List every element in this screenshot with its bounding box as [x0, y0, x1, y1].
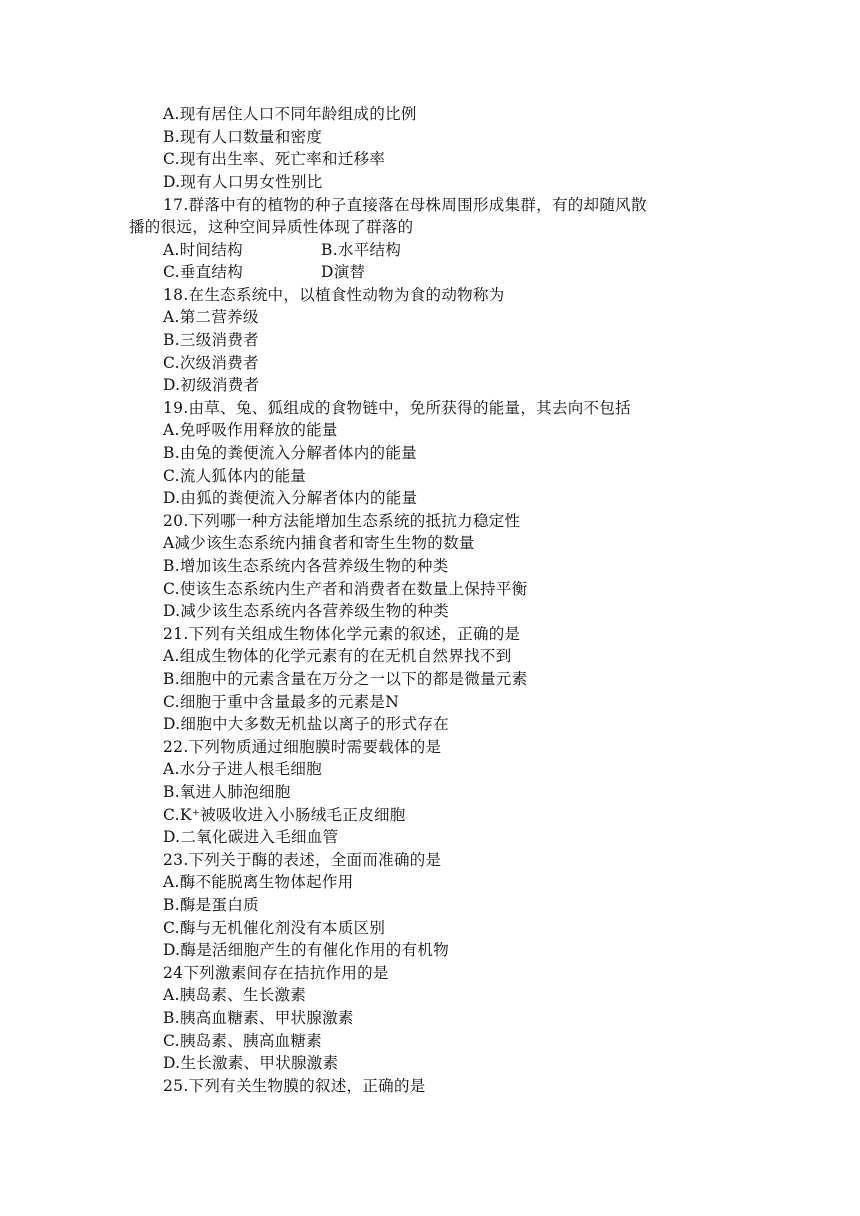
- q21-option-d: D.细胞中大多数无机盐以离子的形式存在: [163, 715, 450, 733]
- q19-option-a: A.免呼吸作用释放的能量: [163, 421, 338, 439]
- q21-option-b: B.细胞中的元素含量在万分之一以下的都是微量元素: [163, 670, 528, 688]
- q16-option-c: C.现有出生率、死亡率和迁移率: [163, 150, 386, 168]
- q20-option-d: D.减少该生态系统内各营养级生物的种类: [163, 602, 450, 620]
- q24-option-c: C.胰岛素、胰高血糖素: [163, 1032, 323, 1050]
- q22-option-c: C.K⁺被吸收进入小肠绒毛正皮细胞: [163, 806, 406, 824]
- q19-option-b: B.由兔的粪便流入分解者体内的能量: [163, 444, 417, 462]
- q16-option-b: B.现有人口数量和密度: [163, 128, 323, 146]
- q24-stem: 24下列激素间存在拮抗作用的是: [163, 964, 389, 982]
- q24-option-d: D.生长激素、甲状腺激素: [163, 1054, 339, 1072]
- q18-option-c: C.次级消费者: [163, 354, 259, 372]
- q17-option-a: A.时间结构: [163, 241, 243, 259]
- q21-option-a: A.组成生物体的化学元素有的在无机自然界找不到: [163, 647, 512, 665]
- q22-stem: 22.下列物质通过细胞膜时需要载体的是: [163, 738, 442, 756]
- q20-option-a: A减少该生态系统内捕食者和寄生生物的数量: [163, 534, 475, 552]
- q18-option-a: A.第二营养级: [163, 308, 259, 326]
- q18-option-d: D.初级消费者: [163, 376, 260, 394]
- q23-option-b: B.酶是蛋白质: [163, 896, 259, 914]
- q20-stem: 20.下列哪一种方法能增加生态系统的抵抗力稳定性: [163, 512, 521, 530]
- q21-stem: 21.下列有关组成生物体化学元素的叙述，正确的是: [163, 625, 521, 643]
- q20-option-b: B.增加该生态系统内各营养级生物的种类: [163, 557, 449, 575]
- q19-option-c: C.流人狐体内的能量: [163, 467, 307, 485]
- q18-stem: 18.在生态系统中，以植食性动物为食的动物称为: [163, 286, 505, 304]
- q22-option-a: A.水分子进人根毛细胞: [163, 760, 322, 778]
- q21-option-c: C.细胞于重中含量最多的元素是N: [163, 693, 400, 711]
- q17-option-row-1: [163, 239, 402, 261]
- q22-option-d: D.二氧化碳进入毛细血管: [163, 828, 339, 846]
- q17-option-c: C.垂直结构: [163, 263, 244, 281]
- q19-stem: 19.由草、兔、狐组成的食物链中，免所获得的能量，其去向不包括: [163, 399, 631, 417]
- q17-option-d: D演替: [321, 263, 366, 281]
- q17-stem: 17.群落中有的植物的种子直接落在母株周围形成集群，有的却随风散: [163, 196, 647, 214]
- q17-option-b: B.水平结构: [321, 241, 402, 259]
- q23-stem: 23.下列关于酶的表述，全面而准确的是: [163, 851, 442, 869]
- q23-option-c: C.酶与无机催化剂没有本质区别: [163, 919, 386, 937]
- q23-option-d: D.酶是活细胞产生的有催化作用的有机物: [163, 941, 450, 959]
- q16-option-d: D.现有人口男女性别比: [163, 173, 323, 191]
- q22-option-b: B.氧进人肺泡细胞: [163, 783, 291, 801]
- q24-option-b: B.胰高血糖素、甲状腺激素: [163, 1009, 354, 1027]
- q20-option-c: C.使该生态系统内生产者和消费者在数量上保持平衡: [163, 580, 528, 598]
- q16-option-a: A.现有居住人口不同年龄组成的比例: [163, 105, 417, 123]
- q19-option-d: D.由狐的粪便流入分解者体内的能量: [163, 489, 418, 507]
- q17-stem-continued: 播的很远，这种空间异质性体现了群落的: [129, 218, 414, 236]
- q18-option-b: B.三级消费者: [163, 331, 259, 349]
- q24-option-a: A.胰岛素、生长激素: [163, 986, 307, 1004]
- q17-option-row-2: [163, 261, 366, 283]
- q25-stem: 25.下列有关生物膜的叙述，正确的是: [163, 1077, 426, 1095]
- q23-option-a: A.酶不能脱离生物体起作用: [163, 873, 354, 891]
